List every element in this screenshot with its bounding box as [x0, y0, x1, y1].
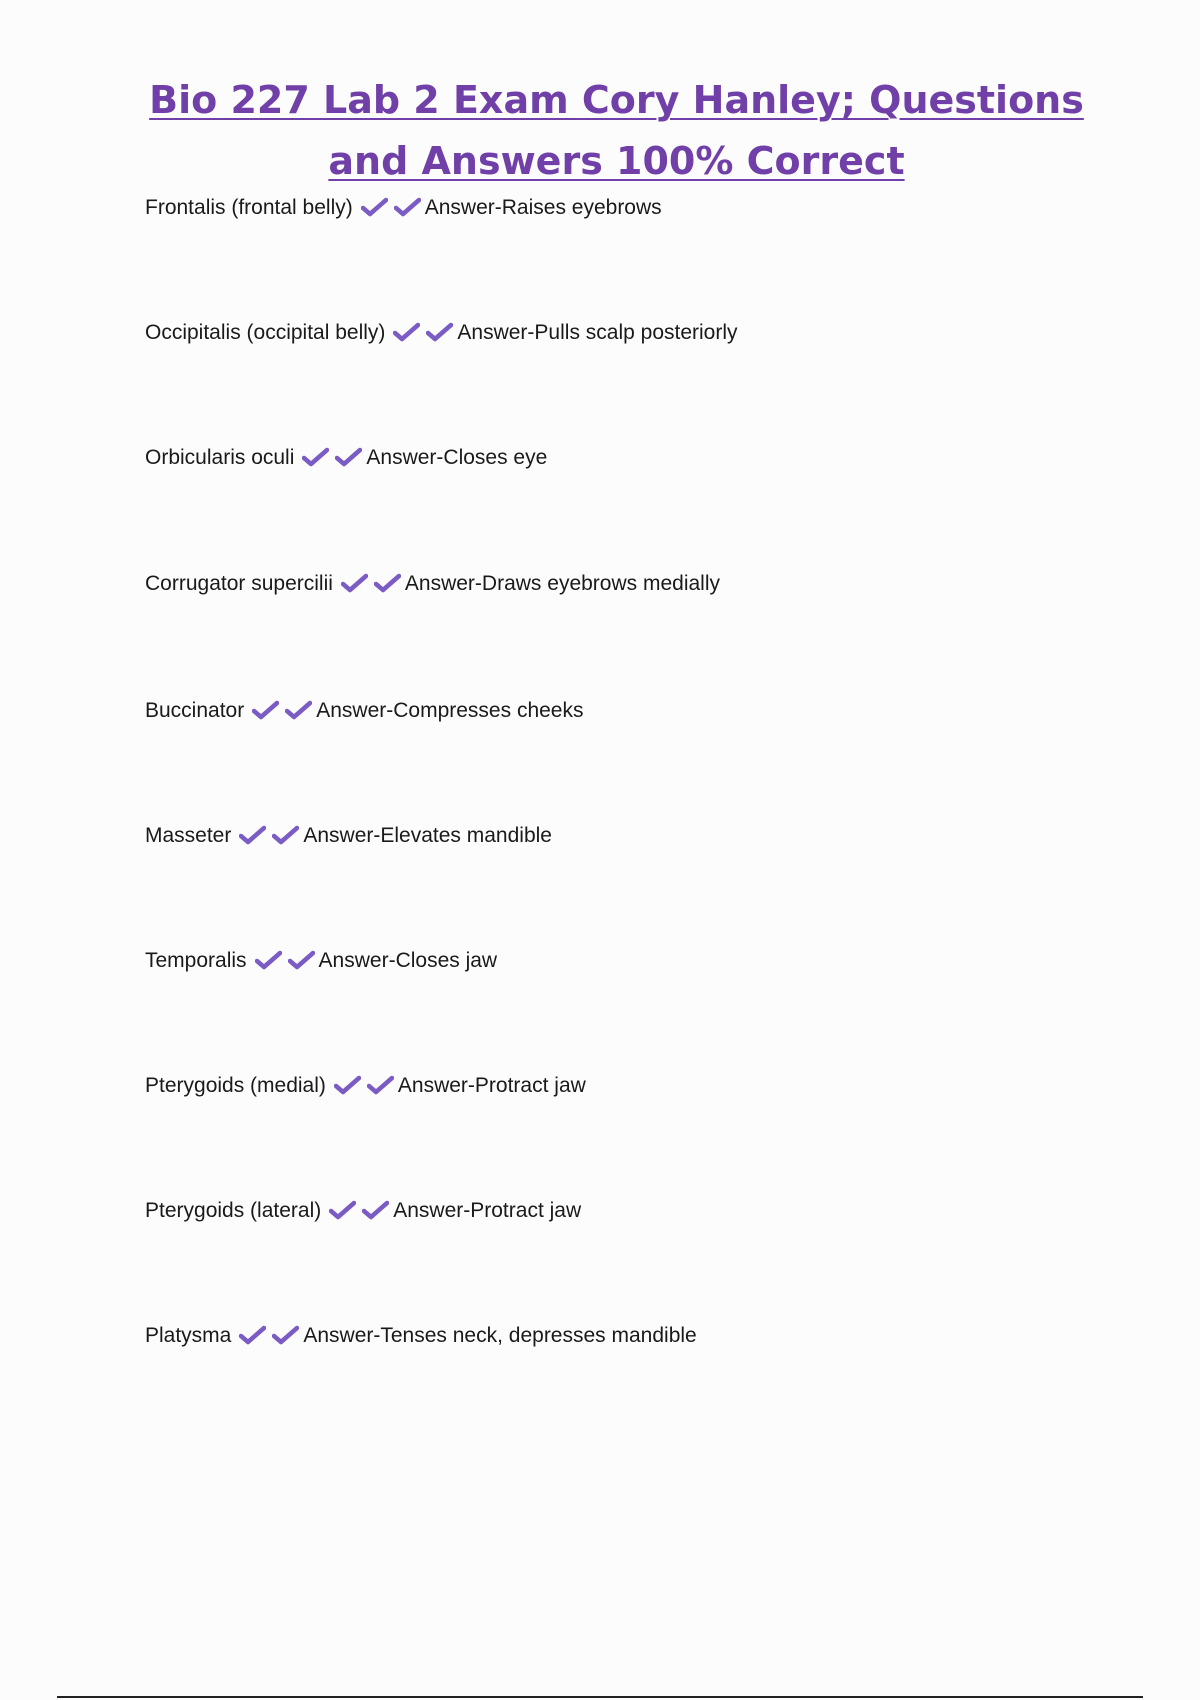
qa-item: [145, 570, 720, 601]
document-title: [0, 70, 1200, 192]
checkmark-icon: [334, 1075, 361, 1095]
checkmark-icon: [252, 700, 279, 720]
double-checkmark-icon: [239, 825, 299, 853]
checkmark-icon: [335, 447, 362, 467]
checkmark-icon: [374, 573, 401, 593]
qa-item: [145, 319, 738, 350]
qa-term: Occipitalis (occipital belly): [145, 321, 386, 344]
double-checkmark-icon: [393, 322, 453, 350]
qa-item: [145, 697, 583, 728]
double-checkmark-icon: [341, 573, 401, 601]
double-checkmark-icon: [239, 1325, 299, 1353]
qa-answer: Answer-Closes eye: [366, 446, 548, 469]
checkmark-icon: [341, 573, 368, 593]
checkmark-icon: [361, 197, 388, 217]
document-title-line-1: Bio 227 Lab 2 Exam Cory Hanley; Questions: [149, 78, 1084, 122]
checkmark-icon: [255, 950, 282, 970]
checkmark-icon: [239, 1325, 266, 1345]
double-checkmark-icon: [361, 197, 421, 225]
double-checkmark-icon: [252, 700, 312, 728]
qa-term: Temporalis: [145, 949, 247, 972]
qa-item: [145, 1197, 581, 1228]
checkmark-icon: [394, 197, 421, 217]
qa-term: Pterygoids (medial): [145, 1074, 326, 1097]
qa-item: [145, 822, 552, 853]
qa-term: Orbicularis oculi: [145, 446, 295, 469]
qa-answer: Answer-Pulls scalp posteriorly: [457, 321, 738, 344]
qa-term: Corrugator supercilii: [145, 572, 333, 595]
checkmark-icon: [285, 700, 312, 720]
double-checkmark-icon: [255, 950, 315, 978]
checkmark-icon: [362, 1200, 389, 1220]
checkmark-icon: [302, 447, 329, 467]
qa-term: Platysma: [145, 1324, 232, 1347]
qa-answer: Answer-Protract jaw: [397, 1074, 586, 1097]
checkmark-icon: [239, 825, 266, 845]
qa-answer: Answer-Draws eyebrows medially: [404, 572, 720, 595]
checkmark-icon: [367, 1075, 394, 1095]
double-checkmark-icon: [329, 1200, 389, 1228]
qa-item: [145, 947, 497, 978]
checkmark-icon: [426, 322, 453, 342]
qa-item: [145, 194, 662, 225]
checkmark-icon: [329, 1200, 356, 1220]
qa-answer: Answer-Compresses cheeks: [316, 699, 584, 722]
qa-term: Buccinator: [145, 699, 245, 722]
qa-item: [145, 1322, 697, 1353]
qa-answer: Answer-Elevates mandible: [303, 824, 552, 847]
checkmark-icon: [393, 322, 420, 342]
double-checkmark-icon: [334, 1075, 394, 1103]
qa-answer: Answer-Closes jaw: [318, 949, 498, 972]
footer-divider: [57, 1696, 1143, 1698]
qa-answer: Answer-Raises eyebrows: [424, 196, 662, 219]
qa-item: [145, 1072, 586, 1103]
checkmark-icon: [272, 1325, 299, 1345]
qa-answer: Answer-Tenses neck, depresses mandible: [303, 1324, 697, 1347]
checkmark-icon: [288, 950, 315, 970]
qa-answer: Answer-Protract jaw: [393, 1199, 582, 1222]
double-checkmark-icon: [302, 447, 362, 475]
qa-term: Frontalis (frontal belly): [145, 196, 353, 219]
document-title-line-2: and Answers 100% Correct: [328, 139, 905, 183]
checkmark-icon: [272, 825, 299, 845]
qa-term: Masseter: [145, 824, 232, 847]
qa-item: [145, 444, 547, 475]
qa-term: Pterygoids (lateral): [145, 1199, 322, 1222]
